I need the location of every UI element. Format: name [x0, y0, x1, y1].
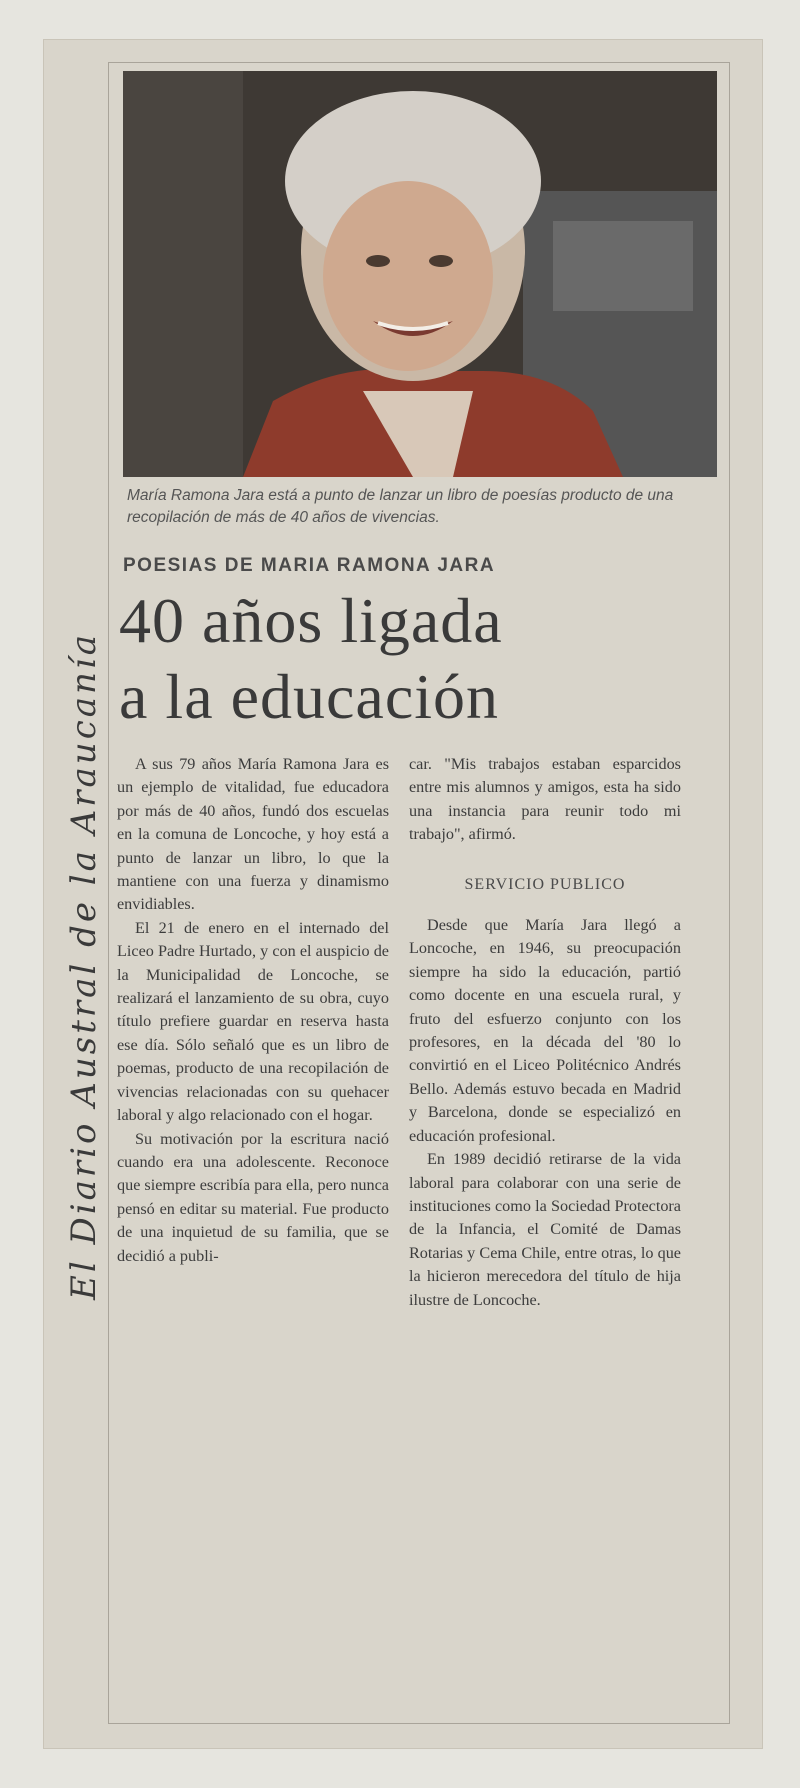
section-subhead: SERVICIO PUBLICO	[464, 875, 626, 893]
headline-line-1: 40 años ligada	[119, 585, 503, 656]
article-headline	[119, 583, 719, 735]
paragraph: A sus 79 años María Ramona Jara es un ejemplo de vitalidad, fue educadora por más de 40 años, fundó dos escuelas en la comuna de Loncoche, y hoy está a punto de lanzar un libro, lo que la mantiene con una fuerza y dinamismo envidiables.	[117, 755, 389, 914]
article-kicker: POESIAS DE MARIA RAMONA JARA	[123, 555, 496, 576]
article-column-right	[409, 753, 681, 1312]
paragraph: Su motivación por la escritura nació cuando era una adolescente. Reconoce que siempre escribía para ella, pero nunca pensó en editar su material. Fue producto de una inquietud de su familia, que se decidió a publi-	[117, 1129, 389, 1265]
article-column-left	[117, 753, 389, 1268]
article	[108, 62, 730, 1724]
photo-caption: María Ramona Jara está a punto de lanzar un libro de poesías producto de una recopilación de más de 40 años de vivencias.	[127, 487, 674, 526]
paragraph: El 21 de enero en el internado del Liceo Padre Hurtado, y con el auspicio de la Municipalidad de Loncoche, se realizará el lanzamiento de su obra, cuyo título prefiere guardar en reserva hasta ese día. Sólo señaló que es un libro de poemas, producto de una recopilación de vivencias relacionadas con su quehacer laboral y algo relacionado con el hogar.	[117, 918, 389, 1125]
paragraph: car. "Mis trabajos estaban esparcidos entre mis alumnos y amigos, esta ha sido una instancia para reunir todo mi trabajo", afirmó.	[409, 755, 681, 844]
paragraph: Desde que María Jara llegó a Loncoche, en 1946, su preocupación siempre ha sido la educación, partió como docente en una escuela rural, y fruto del esfuerzo conjunto con los profesores, en la década del '80 lo convirtió en el Liceo Politécnico Andrés Bello. Además estuvo becada en Madrid y Barcelona, donde se especializó en educación profesional.	[409, 916, 681, 1145]
paragraph: En 1989 decidió retirarse de la vida laboral para colaborar con una serie de instituciones como la Sociedad Protectora de la Infancia, el Comité de Damas Rotarias y Cema Chile, entre otras, lo que la hicieron merecedora del título de hija ilustre de Loncoche.	[409, 1150, 681, 1309]
handwritten-publication-name: El Diario Austral de la Araucanía	[64, 631, 104, 1300]
portrait-image	[123, 71, 717, 477]
headline-line-2: a la educación	[119, 661, 499, 732]
portrait-photo	[123, 71, 717, 477]
handwritten-annotation	[44, 470, 114, 1310]
